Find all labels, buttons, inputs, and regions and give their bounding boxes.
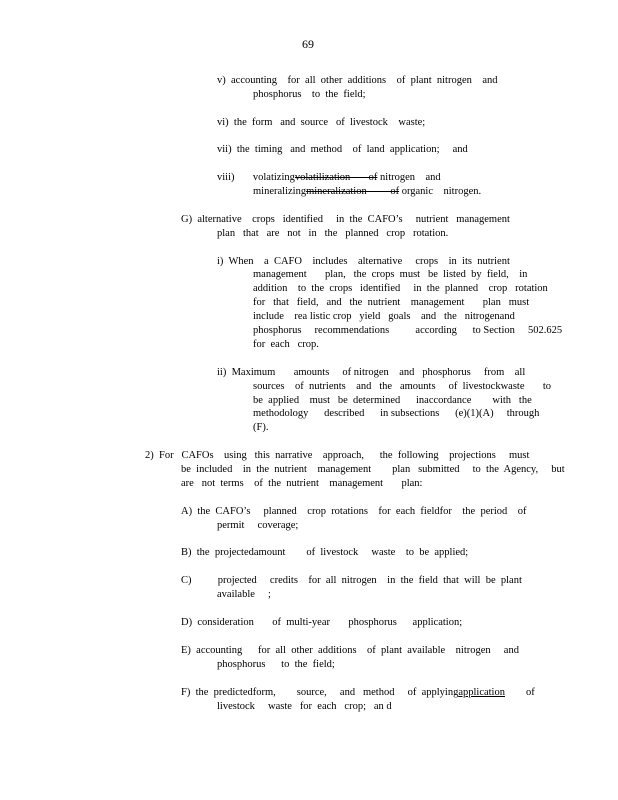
item-G-line-1: G) alternative crops identified in the CAFO’s nutrient management [181, 214, 510, 225]
paragraph-2-line-3: are not terms of the nutrient management plan: [181, 478, 423, 489]
item-A-line-1: A) the CAFO’s planned crop rotations for each fieldfor the period of [181, 506, 527, 517]
plain-text: of [504, 687, 535, 698]
item-F-line-1 [181, 686, 535, 699]
item-vi: vi) the form and source of livestock waste; [217, 117, 426, 128]
deleted-text: volatilization of [294, 172, 378, 183]
item-vii: vii) the timing and method of land application; and [217, 144, 468, 155]
item-G-line-2: plan that are not in the planned crop rotation. [217, 228, 449, 239]
item-G-ii-line-4: methodology described in subsections (e)(1)(A) through [253, 408, 540, 419]
plain-text: F) the predictedform, source, and method of apply [181, 687, 445, 698]
item-G-ii-line-5: (F). [253, 422, 269, 433]
item-v-line-2: phosphorus to the field; [253, 89, 366, 100]
item-G-i-line-2: management plan, the crops must be listed by field, in [253, 269, 528, 280]
item-A-line-2: permit coverage; [217, 520, 299, 531]
item-G-ii-line-3: be applied must be determined inaccordance with the [253, 395, 532, 406]
item-B: B) the projectedamount of livestock waste to be applied; [181, 547, 469, 558]
item-G-i-line-5: include rea listic crop yield goals and the nitrogenand [253, 311, 515, 322]
inserted-text: mineralizing [253, 186, 307, 197]
paragraph-2-line-1: 2) For CAFOs using this narrative approach, the following projections must [145, 450, 530, 461]
item-G-i-line-3: addition to the crops identified in the planned crop rotation [253, 283, 548, 294]
inserted-text: ing [444, 687, 459, 698]
plain-text: organic nitrogen. [399, 186, 482, 197]
item-viii-line-1 [217, 171, 441, 184]
item-G-i-line-7: for each crop. [253, 339, 319, 350]
item-G-i-line-1: i) When a CAFO includes alternative crops in its nutrient [217, 256, 510, 267]
item-v-line-1: v) accounting for all other additions of plant nitrogen and [217, 75, 498, 86]
item-C-line-1: C) projected credits for all nitrogen in the field that will be plant [181, 575, 522, 586]
underlined-text: application [458, 687, 505, 698]
paragraph-2-line-2: be included in the nutrient management plan submitted to the Agency, but [181, 464, 565, 475]
item-G-i-line-6: phosphorus recommendations according to Section 502.625 [253, 325, 563, 336]
deleted-text: mineralization of [306, 186, 400, 197]
page-number: 69 [302, 37, 314, 51]
item-E-line-1: E) accounting for all other additions of plant available nitrogen and [181, 645, 519, 656]
plain-text: nitrogen and [377, 172, 441, 183]
inserted-text: viii) volatizing [217, 172, 295, 183]
item-C-line-2: available ; [217, 589, 271, 600]
item-viii-line-2 [253, 185, 481, 198]
item-F-line-2: livestock waste for each crop; an d [217, 701, 392, 712]
item-D: D) consideration of multi-year phosphorus application; [181, 617, 463, 628]
item-G-ii-line-1: ii) Maximum amounts of nitrogen and phosphorus from all [217, 367, 526, 378]
item-G-ii-line-2: sources of nutrients and the amounts of livestockwaste to [253, 381, 552, 392]
item-E-line-2: phosphorus to the field; [217, 659, 335, 670]
item-G-i-line-4: for that field, and the nutrient management plan must [253, 297, 530, 308]
